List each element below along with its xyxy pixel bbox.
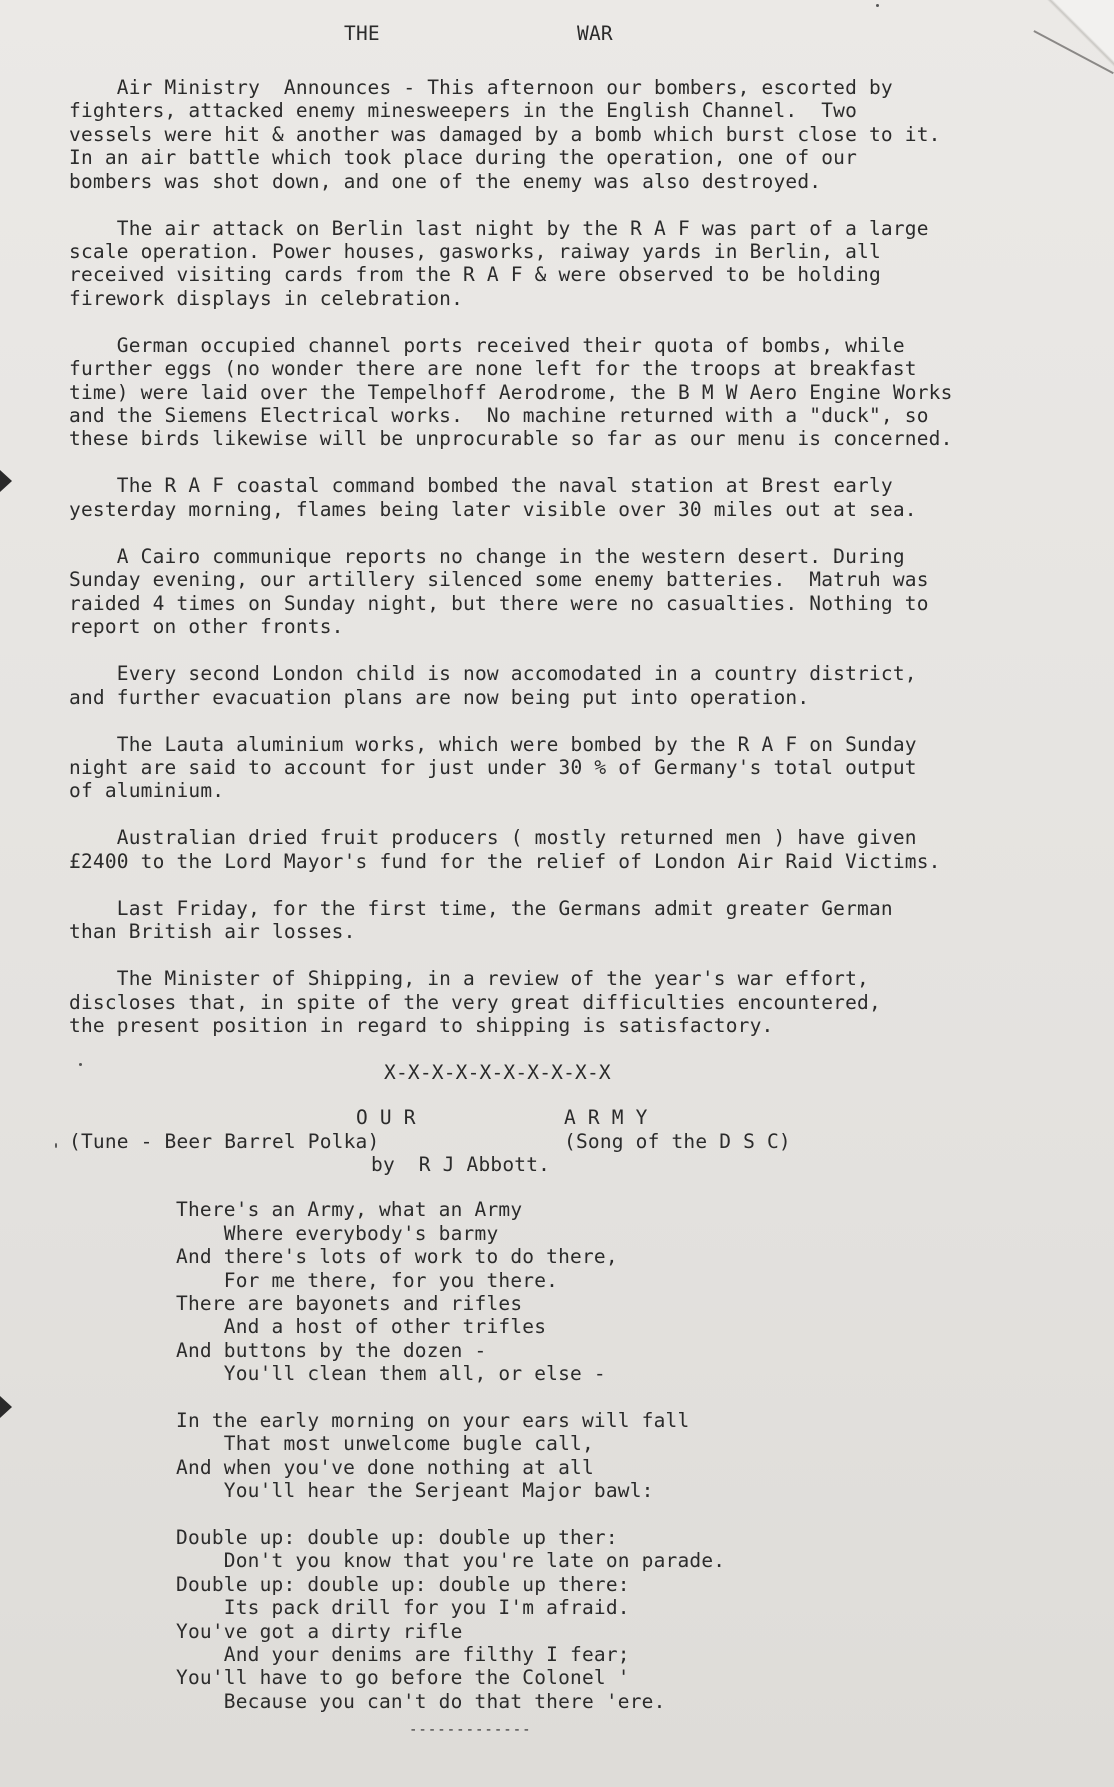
paragraph-air-ministry: Air Ministry Announces - This afternoon our bombers, escorted by fighters, attacked enemy minesweepers in the English Channel. Two vessels were hit & another was damaged by a bomb which burst close to it. In an air battle which took place during the operation, one of our bombers was shot down, and one of the enemy was also destroyed.: [69, 76, 941, 193]
punch-hole-marker-lower: [0, 1396, 12, 1418]
song-heading: [69, 1106, 1089, 1176]
paragraph-brest: The R A F coastal command bombed the naval station at Brest early yesterday morning, flames being later visible over 30 miles out at sea.: [69, 474, 917, 521]
song-author: by R J Abbott.: [371, 1153, 551, 1177]
paragraph-dried-fruit: Australian dried fruit producers ( mostly returned men ) have given £2400 to the Lord Mayor's fund for the relief of London Air Raid Victims.: [69, 826, 941, 873]
ink-speck: [55, 1143, 57, 1148]
song-verse-3: Double up: double up: double up ther: Don't you know that you're late on parade. Double up: double up: double up there: Its pack drill for you I'm afraid. You've got a dirty rifle And your denims are filthy I fear; You'll have to go before the Colonel ' Because you can't do that there 'ere.: [176, 1526, 726, 1713]
song-title-army: A R M Y: [564, 1106, 648, 1130]
document-title: [69, 22, 1089, 45]
song-subtitle: (Song of the D S C): [564, 1129, 791, 1153]
ink-speck: [876, 4, 879, 7]
paragraph-shipping: The Minister of Shipping, in a review of the year's war effort, discloses that, in spite of the very great difficulties encountered, the present position in regard to shipping is satisfactory.: [69, 967, 881, 1037]
paragraph-lauta: The Lauta aluminium works, which were bombed by the R A F on Sunday night are said to account for just under 30 % of Germany's total output of aluminium.: [69, 732, 917, 803]
section-separator: X-X-X-X-X-X-X-X-X-X: [384, 1060, 611, 1084]
paragraph-air-losses: Last Friday, for the first time, the Germans admit greater German than British air losses.: [69, 896, 893, 944]
song-title-our: O U R: [356, 1106, 416, 1130]
paragraph-channel-ports: German occupied channel ports received their quota of bombs, while further eggs (no wonder there are none left for the troops at breakfast time) were laid over the Tempelhoff Aerodrome, the B M W Aero Engine Works and the Siemens Electrical works. No machine returned with a "duck", so these birds likewise will be unprocurable so far as our menu is concerned.: [69, 333, 953, 451]
paragraph-cairo: A Cairo communique reports no change in the western desert. During Sunday evening, our artillery silenced some enemy batteries. Matruh was raided 4 times on Sunday night, but there were no casualties. Nothing to report on other fronts.: [69, 544, 929, 639]
typed-document: [69, 22, 1089, 1743]
punch-hole-marker-upper: [0, 470, 12, 492]
title-word-war: WAR: [577, 22, 613, 45]
song-verse-1: There's an Army, what an Army Where everybody's barmy And there's lots of work to do there, For me there, for you there. There are bayonets and rifles And a host of other trifles And buttons by the dozen - You'll clean them all, or else -: [176, 1198, 618, 1386]
closing-rule: -------------: [409, 1722, 532, 1739]
song-tune: (Tune - Beer Barrel Polka): [69, 1129, 380, 1153]
title-word-the: THE: [344, 22, 380, 45]
song-verse-2: In the early morning on your ears will fall That most unwelcome bugle call, And when you've done nothing at all You'll hear the Serjeant Major bawl:: [176, 1408, 690, 1503]
paragraph-evacuation: Every second London child is now accomodated in a country district, and further evacuation plans are now being put into operation.: [69, 662, 917, 709]
paragraph-berlin-raid: The air attack on Berlin last night by the R A F was part of a large scale operation. Power houses, gasworks, raiway yards in Berlin, all received visiting cards from the R A F & were observed to be holding firework displays in celebration.: [69, 216, 929, 310]
